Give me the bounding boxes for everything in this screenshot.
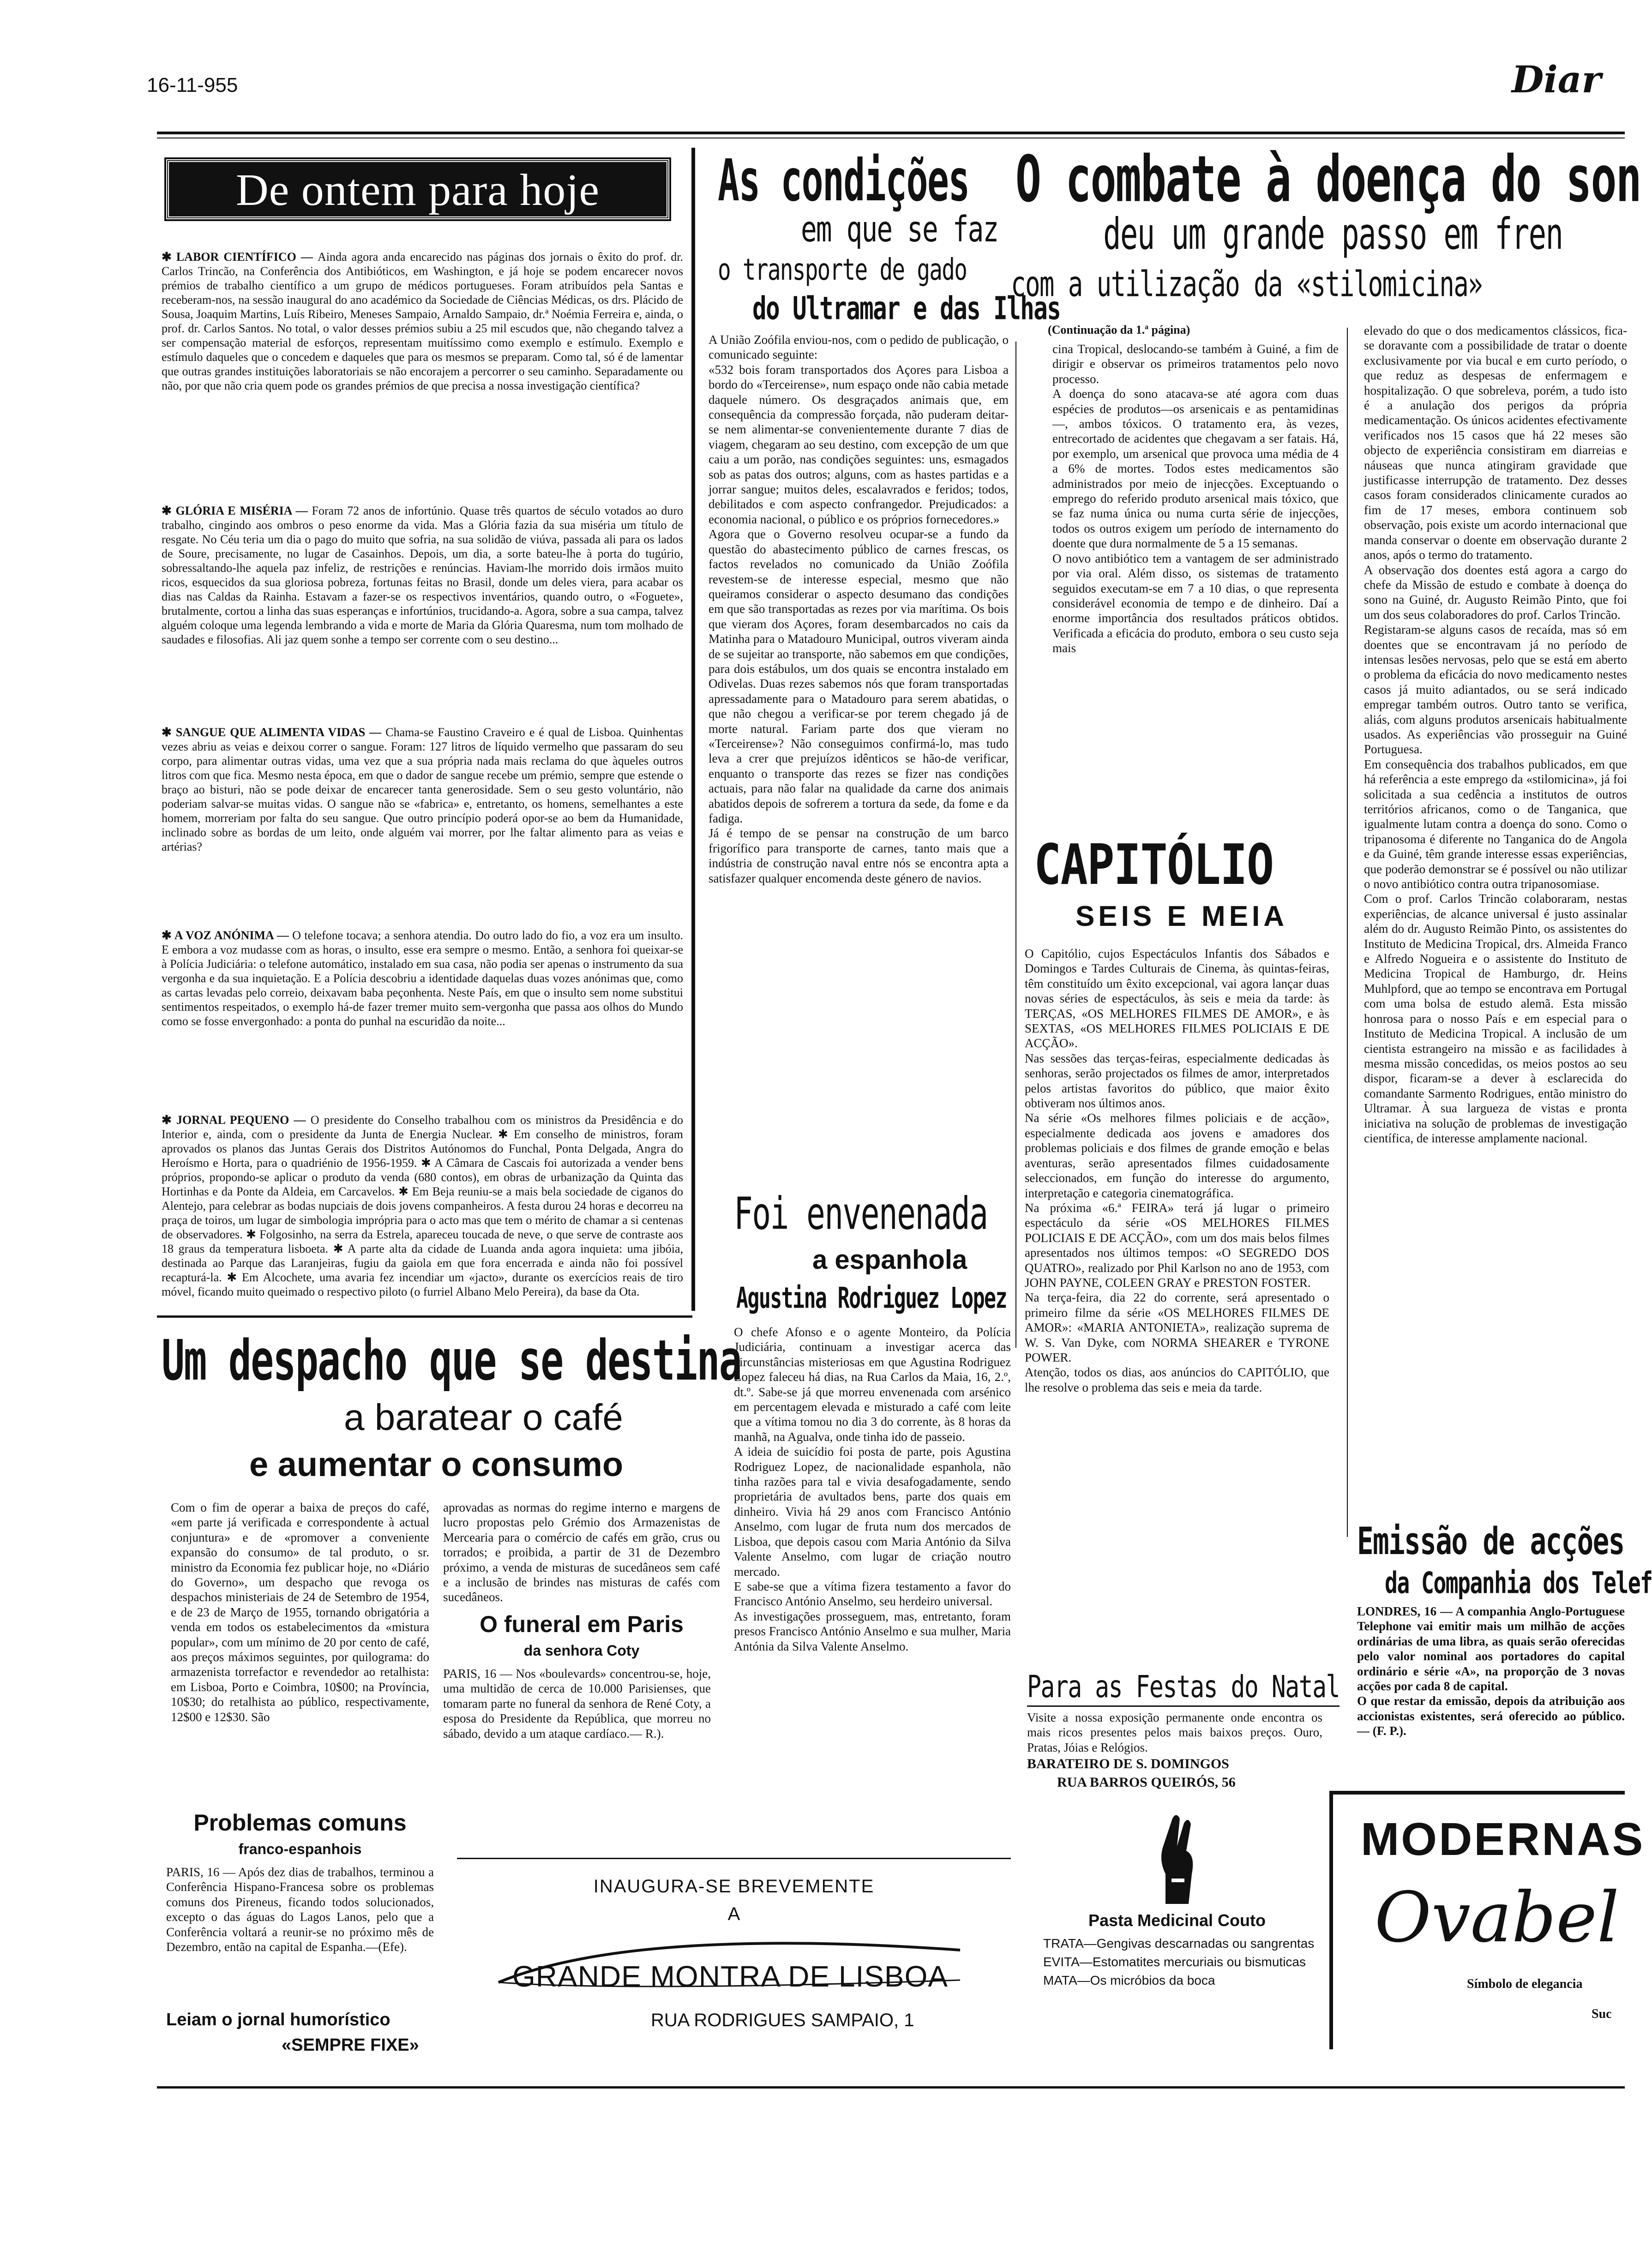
funeral-section <box>443 1611 720 1851</box>
footer-rule <box>157 2086 1625 2089</box>
moderna-cut-text: Suc <box>1592 2007 1612 2021</box>
couto-line: TRATA—Gengivas descarnadas ou sangrentas <box>1043 1936 1315 1951</box>
combate-col-1: cina Tropical, deslocando-se também à Guiné, a fim de dirigir e observar os primeiros tratamentos pelo novo processo. A doença do sono atacava-se até agora com duas espécies de produtos—os arsenicais e as pentamidinas—, ambos tóxicos. O tratamento era, às vezes, entrecortado de acidentes que chegavam a ser fatais. Há, por exemplo, um arsenical que provoca uma média de 4 a 6% de mortes. Todos estes medicamentos são administrados por meio de injecções. Exceptuando o emprego do referido produto arsenical mais tóxico, que se faz numa única ou numa curta série de injecções, todos os outros exigem um período de internamento do doente que dura normalmente de 5 a 15 semanas. O novo antibiótico tem a vantagem de ser administrado por via oral. Além disso, os sistemas de tratamento seguidos executam-se em 7 a 10 dias, o que representa considerável economia de tempo e de dinheiro. Daí a enorme importância dos resultados práticos obtidos. Verificada a eficácia do produto, embora o seu custo seja mais <box>1052 342 1339 655</box>
moderna-title: MODERNAS <box>1361 1813 1645 1865</box>
de-ontem-item: ✱ LABOR CIENTÍFICO — Ainda agora anda encarecido nas páginas dos jornais o êxito do prof. dr. Carlos Trincão, na Conferência dos Antibióticos, em Washington, e já hoje se podem encarecer novos prémios de trabalho científico a um grupo de médicos portugueses. Foram atribuídos pela Santas e receberam-nos, na sessão inaugural do ano académico da Sociedade de Ciências Médicas, os drs. Plácido de Sousa, Joaquim Martins, Luís Ribeiro, Meneses Sampaio, Arnaldo Sampaio, dr.ª Noémia Ferreira e, ainda, o prof. dr. Carlos Santos. No total, o valor desses prémios subiu a 25 mil escudos que, não chegando talvez a ser compensação material de esforços, representam muitíssimo como exemplo e estímulo. Exemplo e estímulo daqueles que o concedem e daqueles que para os mesmos se preparam. Como tal, só é de lamentar que outras grandes instituições laboratoriais se não encorajem a percorrer o seu caminho. Separadamente ou não, por que não cria quem pode os grandes prémios de que precisa a nossa investigação científica? <box>162 250 683 392</box>
natal-address: RUA BARROS QUEIRÓS, 56 <box>1057 1775 1236 1790</box>
condicoes-title-1: As condições <box>718 146 969 214</box>
problemas-subtitle: franco-espanhois <box>238 1841 362 1857</box>
de-ontem-item: ✱ JORNAL PEQUENO — O presidente do Conselho trabalhou com os ministros da Presidência e do Interior e, ainda, com o presidente da Junta de Energia Nuclear. ✱ Em conselho de ministros, foram aprovados os planos das Juntas Gerais dos Distritos Autónomos do Funchal, Ponta Delgada, Angra do Heroísmo e Horta, para o quadriénio de 1956-1959. ✱ A Câmara de Cascais foi autorizada a vender bens próprios, propondo-se aplicar o produto da venda (680 contos), em obras de urbanização da Quinta das Hortinhas e da Ponte da Aldeia, em Carcavelos. ✱ Em Beja reuniu-se a mais bela sociedade de ciganos do Alentejo, para celebrar as bodas nupciais de dois jovens companheiros. A festa durou 24 horas e decorreu na praça de toiros, um lugar de simbologia imprópria para o acto mas que tem o mérito de chamar a si centenas de observadores. ✱ Folgosinho, na serra da Estrela, apareceu toucada de neve, o que serve de contraste aos 18 graus da temperatura lisboeta. ✱ A parte alta da cidade de Luanda anda agora inquieta: uma jibóia, destinada ao Parque das Laranjeiras, fugiu da gaiola em que fora encerrada e ainda não foi possível recapturá-la. ✱ Em Alcochete, uma avaria fez incendiar um «jacto», durante os exercícios reais de tiro móvel, ficando muito queimado o respectivo piloto (o furriel Albano Melo Pereira), da base da Ota. <box>162 1113 684 1298</box>
montra-line-2: A <box>727 1904 740 1924</box>
capitolio-title: CAPITÓLIO <box>1034 833 1274 897</box>
de-ontem-section <box>157 148 685 1311</box>
section-rule <box>157 1315 692 1318</box>
item-star-icon: ✱ <box>162 1113 177 1127</box>
de-ontem-title: De ontem para hoje <box>235 165 600 215</box>
condicoes-title-3: o transporte de gado <box>718 252 967 288</box>
couto-title: Pasta Medicinal Couto <box>1088 1911 1266 1930</box>
couto-ad <box>1029 1809 1325 2040</box>
header-rule <box>157 132 1625 134</box>
problemas-section <box>166 1809 434 2031</box>
funeral-subtitle: da senhora Coty <box>523 1642 640 1659</box>
item-star-icon: ✱ <box>162 726 176 739</box>
despacho-col-2: aprovadas as normas do regime interno e margens de lucro propostas pelo Grémio dos Armazenistas de Mercearia para o comércio de cafés em grão, crus ou torrados; e proibida, a partir de 31 de Dezembro próximo, a venda de misturas de sucedâneos sem café e a inclusão de brindes nas misturas de cafés com sucedâneos. <box>443 1501 720 1604</box>
item-star-icon: ✱ <box>162 929 174 942</box>
combate-continuation: (Continuação da 1.ª página) <box>1048 323 1190 336</box>
despacho-title-2: a baratear o café <box>344 1397 623 1438</box>
capitolio-subtitle: SEIS E MEIA <box>1075 900 1288 932</box>
couto-line: EVITA—Estomatites mercuriais ou bismuticas <box>1043 1955 1306 1969</box>
de-ontem-item: ✱ GLÓRIA E MISÉRIA — Foram 72 anos de infortúnio. Quase três quartos de século votados ao duro trabalho, cingindo aos ombros o peso enorme da vida. Mas a Glória fazia da sua miséria um título de resgate. No Céu teria um dia o pago do muito que sofria, na sua solidão de viúva, passada ali para os lados de Soure, precisamente, no lugar de Casainhos. Depois, um dia, a sorte bateu-lhe à porta do tugúrio, sobressaltando-lhe aquela paz infeliz, de restrições e renúncias. Haviam-lhe morrido dois irmãos muito ricos, esquecidos da sua gloriosa pobreza, fortunas feitas no Brasil, donde um deles viera, para acabar os dias nas Caldas da Rainha. Estavam a fazer-se os respectivos inventários, quando outro, o «Foguete», brutalmente, cortou a linha das suas esperanças e infortúnios, trucidando-a. Agora, sobre a sua campa, talvez alguém coloque uma legenda lembrando a vida e morte de Maria da Glória Quaresma, num tom molhado de saudades e filosofias. Ali jaz quem sonhe a tempo ser corrente com o seu destino... <box>162 504 683 646</box>
capitolio-section <box>1025 831 1339 1666</box>
toothbrush-hand-icon <box>1140 1809 1214 1906</box>
combate-title-1: O combate à doença do son <box>1015 142 1641 216</box>
envenenada-title-2: a espanhola <box>812 1245 967 1275</box>
emissao-title-2: da Companhia dos Telef <box>1385 1566 1652 1600</box>
de-ontem-item: ✱ SANGUE QUE ALIMENTA VIDAS — Chama-se Faustino Craveiro e é qual de Lisboa. Quinhentas vezes abriu as veias e deixou correr o sangue. Foram: 127 litros de líquido vermelho que passaram do seu corpo, para alimentar outras vidas, uma vez que a sua própria nada mais reclama do que àqueles outros litros com que fica. Mesmo nesta época, em que o dador de sangue recebe um prémio, sempre que estende o braço ao bisturi, não se pode deixar de encarecer tanta generosidade. Sem o seu gesto voluntário, não poderiam salvar-se muitas vidas. O sangue não se «fabrica» e, entretanto, os homens, semelhantes a este homem, morreriam por falta do seu sangue. Que outro princípio poderá opor-se ao bem da Humanidade, inclinado sobre as bordas de um leito, onde alguém vai morrer, por lhe faltar alimento para as veias e artérias? <box>162 726 684 853</box>
masthead: Diar <box>1512 58 1601 101</box>
envenenada-body: O chefe Afonso e o agente Monteiro, da Polícia Judiciária, continuam a investigar acerca das circunstâncias misteriosas em que Agustina Rodriguez Lopez faleceu há dias, na Rua Carlos da Maia, 16, 2.º, dt.º. Sabe-se já que morreu envenenada com arsénico em percentagem elevada e misturado a café com leite que a vítima tomou no dia 3 do corrente, às 8 horas da manhã, na Agualva, onde tinha ido de passeio. A ideia de suicídio foi posta de parte, pois Agustina Rodriguez Lopez, de nacionalidade espanhola, não tinha razões para tal e vivia desafogadamente, sendo proprietária de avultados bens, parte dos quais em dinheiro. Vivia há 29 anos com Francisco António Anselmo, com lugar de fruta num dos mercados de Lisboa, que depois casou com Maria António da Silva Valente Anselmo, com lugar de criação noutro mercado. E sabe-se que a vítima fizera testamento a favor do Francisco António Anselmo, seu herdeiro universal. As investigações prosseguem, mas, entretanto, foram presos Francisco António Anselmo e sua mulher, Maria Antónia da Silva Valente Anselmo. <box>734 1325 1011 1653</box>
emissao-section <box>1357 1519 1652 1786</box>
sempre-fixe-line-2: «SEMPRE FIXE» <box>282 2035 419 2055</box>
condicoes-body: A União Zoófila enviou-nos, com o pedido de publicação, o comunicado seguinte: «532 bois foram transportados dos Açores para Lisboa a bordo do «Terceirense», num espaço onde não cabia metade daquele número. Os desgraçados animais que, em consequência da compressão forçada, não puderam deitar-se nem alimentar-se convenientemente durante 7 dias de viagem, chegaram ao seu destino, com excepção de um que caiu a um porão, nas condições seguintes: uns, esmagados sob as patas dos outros; alguns, com as hastes partidas e a jorrar sangue; muitos deles, escalavrados e feridos; todos, debilitados e com aspecto confrangedor. Prejudicados: a economia nacional, o público e os próprios fornecedores.» Agora que o Governo resolveu ocupar-se a fundo da questão do abastecimento público de carnes frescas, os factos revelados no comunicado da União Zoófila revestem-se de interesse especial, mesmo que não queiramos considerar o aspecto desumano das condições em que são transportadas as rezes por via marítima. Os bois que vieram dos Açores, foram desembarcados no cais da Matinha para o Matadouro Municipal, outros viveram ainda de se sujeitar ao transporte, não sabemos em que condições, para dois estábulos, um dos quais se encontra instalado em Odivelas. Duas rezes sabemos nós que foram transportadas apressadamente para o Matadouro para serem abatidas, o que não chegou a verificar-se por terem chegado já de morte natural. Fariam parte dos que vieram no «Terceirense»? Não conseguimos confirmá-lo, mas tudo leva a crer que prejuízos idênticos se hão-de verificar, enquanto o transporte das rezes se fizer nas condições actuais, para não falar na qualidade da carne dos animais abatidos depois de sofrerem a tortura da sede, da fome e da fadiga. Já é tempo de se pensar na construção de um barco frigorífico para transporte de carnes, tanto mais que a indústria de construção naval entre nós se encontra apta a satisfazer qualquer encomenda deste género de navios. <box>709 333 1009 885</box>
condicoes-title-2: em que se faz <box>801 209 998 251</box>
item-lead: GLÓRIA E MISÉRIA <box>175 504 292 517</box>
natal-body: Visite a nossa exposição permanente onde encontra os mais ricos presentes pelos mais baixos preços. Ouro, Pratas, Jóias e Relógios. <box>1027 1711 1322 1754</box>
emissao-title-1: Emissão de acções <box>1357 1519 1624 1563</box>
de-ontem-title-box <box>166 159 669 219</box>
issue-date: 16-11-955 <box>147 74 238 96</box>
item-text: Ainda agora anda encarecido nas páginas dos jornais o êxito do prof. dr. Carlos Trincão, na Conferência dos Antibióticos, em Washington, e já hoje se podem encarecer novos prémios de trabalho científico a um grupo de médicos portugueses. Foram atribuídos pela Santas e receberam-nos, na sessão inaugural do ano académico da Sociedade de Ciências Médicas, os drs. Plácido de Sousa, Joaquim Martins, Luís Ribeiro, Meneses Sampaio, Arnaldo Sampaio, dr.ª Noémia Ferreira e, ainda, o prof. dr. Carlos Santos. No total, o valor desses prémios subiu a 25 mil escudos que, não chegando talvez a ser compensação material de esforços, representam muitíssimo como exemplo e estímulo. Exemplo e estímulo daqueles que o concedem e daqueles que para os mesmos se preparam. Como tal, só é de lamentar que outras grandes instituições laboratoriais se não encorajem a percorrer o seu caminho. Separadamente ou não, por que não cria quem pode os grandes prémios de que precisa a nossa investigação científica? <box>162 250 683 392</box>
despacho-col-1: Com o fim de operar a baixa de preços do café, «em parte já verificada e correspondente à actual conjuntura» e de «promover a conveniente expansão do consumo» de tal produto, o sr. ministro da Economia fez publicar hoje, no «Diário do Governo», um despacho que revoga os despachos ministeriais de 24 de Setembro de 1954, e de 23 de Março de 1955, tornando obrigatória a venda em todos os estabelecimentos da «mistura popular», com um mínimo de 20 por cento de café, aos preços máximos seguintes, por quilograma: do armazenista torrefactor e revendedor ao retalhista: em Lisboa, Porto e Coimbra, 10$00; na Província, 10$30; do retalhista ao público, respectivamente, 12$00 e 12$30. São <box>171 1501 429 1724</box>
envenenada-title-1: Foi envenenada <box>734 1188 988 1240</box>
montra-ad <box>457 1858 1011 2061</box>
combate-title-2: deu um grande passo em fren <box>1103 209 1563 259</box>
natal-shop: BARATEIRO DE S. DOMINGOS <box>1027 1756 1229 1771</box>
couto-line: MATA—Os micróbios da boca <box>1043 1973 1215 1987</box>
condicoes-section <box>709 143 1061 1325</box>
item-star-icon: ✱ <box>162 504 176 517</box>
moderna-ad <box>1329 1791 1645 2049</box>
problemas-body: PARIS, 16 — Após dez dias de trabalhos, terminou a Conferência Hispano-Francesa sobre os problemas comuns dos Pireneus, ficando todos solucionados, excepto o das águas do Lagos Lanos, pelo que a Conferência voltará a reunir-se no próximo mês de Dezembro, então na capital de Espanha.—(Efe). <box>166 1865 434 1954</box>
montra-address: RUA RODRIGUES SAMPAIO, 1 <box>651 2010 914 2030</box>
item-text: O presidente do Conselho trabalhou com os ministros da Presidência e do Interior e, ainda, com o presidente da Junta de Energia Nuclear. ✱ Em conselho de ministros, foram aprovados os planos das Juntas Gerais dos Distritos Autónomos do Funchal, Ponta Delgada, Angra do Heroísmo e Horta, para o quadriénio de 1956-1959. ✱ A Câmara de Cascais foi autorizada a vender bens próprios, propondo-se aplicar o produto da venda (680 contos), em obras de urbanização da Quinta das Hortinhas e da Ponte da Aldeia, em Carcavelos. ✱ Em Beja reuniu-se a mais bela sociedade de ciganos do Alentejo, para celebrar as bodas nupciais de dois jovens companheiros. A festa durou 24 horas e decorreu na praça de toiros, um lugar de simbologia imprópria para o acto mas que tem o mérito de chamar a si centenas de observadores. ✱ Folgosinho, na serra da Estrela, apareceu toucada de neve, o que serve de contraste aos 18 graus da temperatura lisboeta. ✱ A parte alta da cidade de Luanda anda agora inquieta: uma jibóia, destinada ao Parque das Laranjeiras, fugiu da gaiola em que fora encerrada e ainda não foi possível recapturá-la. ✱ Em Alcochete, uma avaria fez incendiar um «jacto», durante os exercícios reais de tiro móvel, ficando muito queimado o respectivo piloto (o furriel Albano Melo Pereira), da base da Ota. <box>162 1113 684 1298</box>
emissao-body: LONDRES, 16 — A companhia Anglo-Portuguese Telephone vai emitir mais um milhão de acções ordinárias de uma libra, as quais serão oferecidas pelo valor nominal aos portadores do capital ordinário e série «A», na proporção de 3 novas acções por cada 8 de capital. O que restar da emissão, depois da atribuição aos accionistas existentes, será oferecido ao público. — (F. P.). <box>1357 1604 1625 1738</box>
condicoes-title-4: do Ultramar e das Ilhas <box>752 290 1061 327</box>
combate-title-3: com a utilização da «stilomicina» <box>1011 264 1483 305</box>
item-text: O telefone tocava; a senhora atendia. Do outro lado do fio, a voz era um insulto. E embora a voz mudasse com as horas, o insulto, esse era sempre o mesmo. Então, a senhora foi queixar-se à Polícia Judiciária: o telefone automático, instalado em sua casa, não podia ser apenas o instrumento da sua vergonha e da sua inquietação. E a Polícia descobriu a identidade daquelas duas vozes anónimas que, como as cartas levadas pelo correio, deixavam baba peçonhenta. Neste País, em que o insulto sem nome substitui sentimentos respeitados, o exemplo há-de fazer tremer muito sem-vergonha que passa aos olhos do Mundo como se fosse envergonhado: a ponta do punhal na escuridão da noite... <box>162 929 684 1028</box>
problemas-title: Problemas comuns <box>193 1810 407 1836</box>
de-ontem-item: ✱ A VOZ ANÓNIMA — O telefone tocava; a senhora atendia. Do outro lado do fio, a voz era um insulto. E embora a voz mudasse com as horas, o insulto, esse era sempre o mesmo. Então, a senhora foi queixar-se à Polícia Judiciária: o telefone automático, instalado em sua casa, não podia ser apenas o instrumento da sua vergonha e da sua inquietação. E a Polícia descobriu a identidade daquelas duas vozes anónimas que, como as cartas levadas pelo correio, deixavam baba peçonhenta. Neste País, em que o insulto sem nome substitui sentimentos respeitados, o exemplo há-de fazer tremer muito sem-vergonha que passa aos olhos do Mundo como se fosse envergonhado: a ponta do punhal na escuridão da noite... <box>162 929 684 1028</box>
montra-border <box>457 1858 1011 1859</box>
funeral-title: O funeral em Paris <box>480 1611 684 1637</box>
despacho-title-3: e aumentar o consumo <box>249 1445 624 1483</box>
item-text: Foram 72 anos de infortúnio. Quase três quartos de século votados ao duro trabalho, cingindo aos ombros o peso enorme da vida. Mas a Glória fazia da sua miséria um título de resgate. No Céu teria um dia o pago do muito que sofria, na sua solidão de viúva, passada ali para os lados de Soure, precisamente, no lugar de Casainhos. Depois, um dia, a sorte bateu-lhe à porta do tugúrio, sobressaltando-lhe aquela paz infeliz, de restrições e renúncias. Haviam-lhe morrido dois irmãos muito ricos, esquecidos da sua gloriosa pobreza, fortunas feitas no Brasil, donde um deles viera, para acabar os dias nas Caldas da Rainha. Estavam a fazer-se os respectivos inventários, quando outro, o «Foguete», brutalmente, cortou a linha das suas esperanças e infortúnios, trucidando-a. Agora, sobre a sua campa, talvez alguém coloque uma legenda lembrando a vida e morte de Maria da Glória Quaresma, num tom molhado de saudades e filosofias. Ali jaz quem sonhe a tempo ser corrente com o seu destino... <box>162 504 683 646</box>
item-lead: SANGUE QUE ALIMENTA VIDAS <box>175 726 366 739</box>
montra-name: GRANDE MONTRA DE LISBOA <box>512 1960 949 1993</box>
column-rule <box>1347 328 1348 1537</box>
item-lead: LABOR CIENTÍFICO <box>176 250 296 264</box>
item-star-icon: ✱ <box>162 250 176 264</box>
montra-line-1: INAUGURA-SE BREVEMENTE <box>593 1876 875 1897</box>
moderna-caption: Símbolo de elegancia <box>1467 1977 1583 1991</box>
item-lead: JORNAL PEQUENO <box>176 1113 289 1127</box>
item-text: Chama-se Faustino Craveiro e é qual de Lisboa. Quinhentas vezes abriu as veias e deixou correr o sangue. Foram: 127 litros de líquido vermelho que passaram do seu corpo, para alimentar outras vidas, uma vez que a sua própria nada mais reclama do que àqueles outros litros com que fica. Mesmo nesta época, em que o dador de sangue recebe um prémio, sempre que estende o braço ao bisturi, não se pode deixar de encarecer tanta generosidade. Sem o seu gesto voluntário, não poderiam salvar-se muitas vidas. O sangue não se «fabrica» e, entretanto, os homens, semelhantes a este homem, morreriam por falta do seu sangue. Que outro princípio poderá opor-se ao bem da Humanidade, inclinado sobre as bordas de um leito, onde alguém vai morrer, por lhe faltar alimento para as veias e artérias? <box>162 726 684 853</box>
sempre-fixe-line-1: Leiam o jornal humorístico <box>166 2010 390 2029</box>
moderna-script-logo: Ovabel <box>1375 1878 1619 1958</box>
column-rule <box>691 148 695 1311</box>
despacho-title-1: Um despacho que se destina <box>162 1328 742 1393</box>
combate-col-2: elevado do que o dos medicamentos clássicos, fica-se doravante com a possibilidade de tratar o doente exclusivamente por via bucal e em curto período, o que reduz as despesas de enfermagem e hospitalização. O que sobreleva, porém, a tudo isto é a anulação dos perigos da própria medicamentação. Os únicos acidentes efectivamente verificados nos 15 casos que há 22 meses são objecto de experiência consistiram em diarreias e náuseas que nunca atingiram gravidade que justificasse interrupção de tratamento. Dez desses casos foram considerados clinicamente curados ao fim de 17 meses, embora continuem sob observação, pois existe um acordo internacional que manda conservar o doente em observação durante 2 anos, após o termo do tratamento. A observação dos doentes está agora a cargo do chefe da Missão de estudo e combate à doença do sono na Guiné, dr. Augusto Reimão Pinto, que foi um dos seus colaboradores do prof. Carlos Trincão. Registaram-se alguns casos de recaída, mas só em doentes que se encontravam já no período de intensas lesões nervosas, pelo que se está em aberto o problema da eficácia do novo medicamento nestes casos já muito adiantados, ou se será indicado empregar também outros. Outro tanto se verifica, aliás, com alguns produtos arsenicais habitualmente usados. As experiências vão prosseguir na Guiné Portuguesa. Em consequência dos trabalhos publicados, em que há referência a este emprego da «stilomicina», já foi solicitada a sua cedência a institutos de outros territórios africanos, como o de Tanganica, que igualmente lutam contra a doença do sono. Como o tripanosoma é diferente no Tanganica do de Angola e da Guiné, têm grande interesse essas experiências, que poderão demonstrar se é possível ou não utilizar o novo antibiótico contra outra tripanosomiase. Com o prof. Carlos Trincão colaboraram, nestas experiências, de alcance universal é justo assinalar além do dr. Augusto Reimão Pinto, os assistentes do Instituto de Medicina Tropical, drs. Almeida Franco e Alfredo Nogueira e o assistente do Instituto de Medicina Tropical de Hamburgo, dr. Heins Muhlpford, que ao tempo se encontrava em Portugal com uma bolsa de estudo alemã. Esta missão honrosa para o nosso País e em especial para o Instituto de Medicina Tropical. A inclusão de um cientista estrangeiro na missão e as facilidades à mesma missão concedidas, os meios postos ao seu dispor, ficaram-se a dever à esclarecida do comandante Sarmento Rodrigues, então ministro do Ultramar. À sua largueza de vistas e pronta iniciativa na solução de problemas de investigação científica, de interesse amplamente nacional. <box>1364 324 1627 1145</box>
capitolio-body: O Capitólio, cujos Espectáculos Infantis dos Sábados e Domingos e Tardes Culturais de Cinema, às quintas-feiras, têm constituído um êxito excepcional, vai agora lançar duas novas séries de espectáculos, às seis e meia da tarde: às TERÇAS, «OS MELHORES FILMES DE AMOR», e às SEXTAS, «OS MELHORES FILMES POLICIAIS E DE ACÇÃO». Nas sessões das terças-feiras, especialmente dedicadas às senhoras, serão projectados os filmes de amor, interpretados pelos artistas favoritos do público, que maior êxito obtiveram nos últimos anos. Na série «Os melhores filmes policiais e de acção», especialmente dedicada aos jovens e amadores dos problemas policiais e dos filmes de grande emoção e belas aventuras, serão apresentados filmes cuidadosamente seleccionados, em função do interesse do argumento, interpretação e categoria cinematográfica. Na próxima «6.ª FEIRA» terá já lugar o primeiro espectáculo da série «OS MELHORES FILMES POLICIAIS E DE ACÇÃO», com um dos mais belos filmes apresentados nos últimos tempos: «O SEGREDO DOS QUATRO», realizado por Phil Karlson no ano de 1953, com JOHN PAYNE, COLEEN GRAY e PRESTON FOSTER. Na terça-feira, dia 22 do corrente, será apresentado o primeiro filme da série «OS MELHORES FILMES DE AMOR»: «MARIA ANTONIETA», realização suprema de W. S. Van Dyke, com NORMA SHEARER e TYRONE POWER. Atenção, todos os dias, aos anúncios do CAPITÓLIO, que lhe resolve o problema das seis e meia da tarde. <box>1025 947 1329 1394</box>
funeral-body: PARIS, 16 — Nos «boulevards» concentrou-se, hoje, uma multidão de cerca de 10.000 Parisienses, que tomaram parte no funeral da senhora de René Coty, a esposa do Presidente da República, que morreu no sábado, devido a um ataque cardíaco.— R.). <box>443 1667 711 1741</box>
item-lead: A VOZ ANÓNIMA <box>174 929 274 942</box>
natal-title: Para as Festas do Natal <box>1027 1669 1340 1707</box>
natal-ad <box>1027 1669 1340 1775</box>
envenenada-title-3: Agustina Rodriguez Lopez <box>736 1281 1007 1315</box>
